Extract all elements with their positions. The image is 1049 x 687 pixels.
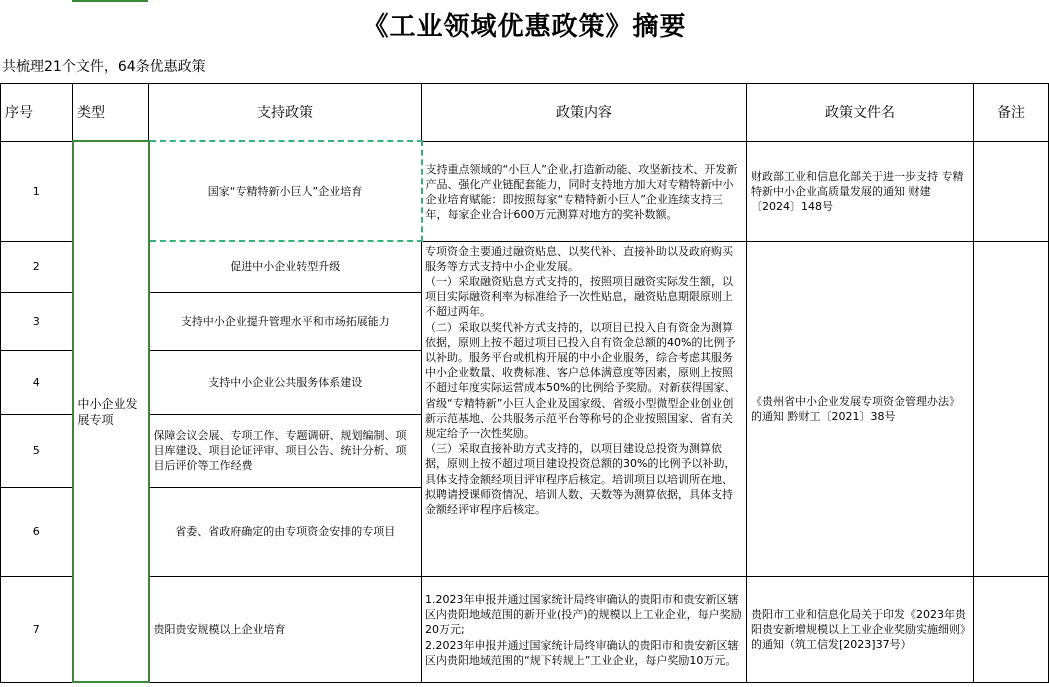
policy-cell[interactable]: 促进中小企业转型升级 (149, 241, 422, 292)
table-row (1, 141, 1049, 241)
doc-cell[interactable]: 贵阳市工业和信息化局关于印发《2023年贵阳贵安新增规模以上工业企业奖励实施细则》的通知（筑工信发[2023]37号） (747, 576, 974, 682)
note-cell[interactable] (974, 576, 1049, 682)
header-note[interactable]: 备注 (974, 84, 1049, 142)
seq-cell[interactable]: 4 (1, 350, 73, 414)
page-title: 《工业领域优惠政策》摘要 (362, 11, 687, 42)
table-row (1, 241, 1049, 292)
header-doc[interactable]: 政策文件名 (747, 84, 974, 142)
summary-text: 共梳理21个文件，64条优惠政策 (2, 59, 206, 75)
doc-cell[interactable]: 《贵州省中小企业发展专项资金管理办法》的通知 黔财工〔2021〕38号 (747, 241, 974, 576)
policy-cell[interactable]: 贵阳贵安规模以上企业培育 (149, 576, 422, 682)
header-seq[interactable]: 序号 (1, 84, 73, 142)
type-cell[interactable]: 中小企业发展专项 (73, 141, 149, 682)
policy-cell[interactable]: 支持中小企业公共服务体系建设 (149, 350, 422, 414)
policy-cell[interactable]: 支持中小企业提升管理水平和市场拓展能力 (149, 292, 422, 350)
header-row (1, 84, 1049, 142)
selected-cell-indicator (72, 0, 148, 2)
seq-cell[interactable]: 1 (1, 141, 73, 241)
table-row (1, 576, 1049, 682)
seq-cell[interactable]: 3 (1, 292, 73, 350)
policy-cell[interactable]: 保障会议会展、专项工作、专题调研、规划编制、项目库建设、项目论证评审、项目公告、统计分析、项目后评价等工作经费 (149, 414, 422, 487)
header-type[interactable]: 类型 (73, 84, 149, 142)
content-cell[interactable]: 1.2023年申报并通过国家统计局终审确认的贵阳市和贵安新区辖区内贵阳地域范围的新开业(投产)的规模以上工业企业，每户奖励20万元; 2.2023年申报并通过国家统计局终审确认的贵阳市和贵安新区辖区内贵阳地域范围的“规下转规上”工业企业，每户奖励10万元。 (422, 576, 747, 682)
policy-cell[interactable]: 省委、省政府确定的由专项资金安排的专项目 (149, 487, 422, 576)
seq-cell[interactable]: 6 (1, 487, 73, 576)
seq-cell[interactable]: 2 (1, 241, 73, 292)
header-policy[interactable]: 支持政策 (149, 84, 422, 142)
seq-cell[interactable]: 7 (1, 576, 73, 682)
note-cell[interactable] (974, 141, 1049, 241)
policy-cell[interactable]: 国家“专精特新小巨人”企业培育 (149, 141, 422, 241)
header-content[interactable]: 政策内容 (422, 84, 747, 142)
note-cell[interactable] (974, 241, 1049, 576)
doc-cell[interactable]: 财政部工业和信息化部关于进一步支持 专精特新中小企业高质量发展的通知 财建〔2024〕148号 (747, 141, 974, 241)
policy-table (0, 83, 1049, 683)
content-cell[interactable]: 专项资金主要通过融资贴息、以奖代补、直接补助以及政府购买服务等方式支持中小企业发展。 （一）采取融资贴息方式支持的，按照项目融资实际发生额，以项目实际融资利率为标准给予一次性贴息，融资贴息期限原则上不超过两年。 （二）采取以奖代补方式支持的，以项目已投入自有资金为测算依据，原则上按不超过项目已投入自有资金总额的40%的比例予以补助。服务平台或机构开展的中小企业服务，综合考虑其服务中小企业数量、收费标准、客户总体满意度等因素，原则上按照不超过年度实际运营成本50%的比例给予奖励。对新获得国家、省级“专精特新”小巨人企业及国家级、省级小型微型企业创业创新示范基地、公共服务示范平台等称号的企业按照国家、省有关规定给予一次性奖励。 （三）采取直接补助方式支持的，以项目建设总投资为测算依据，原则上按不超过项目建设投资总额的30%的比例予以补助，具体支持金额经项目评审程序后核定。培训项目以培训所在地、拟聘请授课师资情况、培训人数、天数等为测算依据，具体支持金额经评审程序后核定。 (422, 241, 747, 576)
content-cell[interactable]: 支持重点领域的“小巨人”企业,打造新动能、攻坚新技术、开发新产品、强化产业链配套能力，同时支持地方加大对专精特新中小企业培育赋能：即按照每家“专精特新小巨人”企业连续支持三年，每家企业合计600万元测算对地方的奖补数额。 (422, 141, 747, 241)
seq-cell[interactable]: 5 (1, 414, 73, 487)
